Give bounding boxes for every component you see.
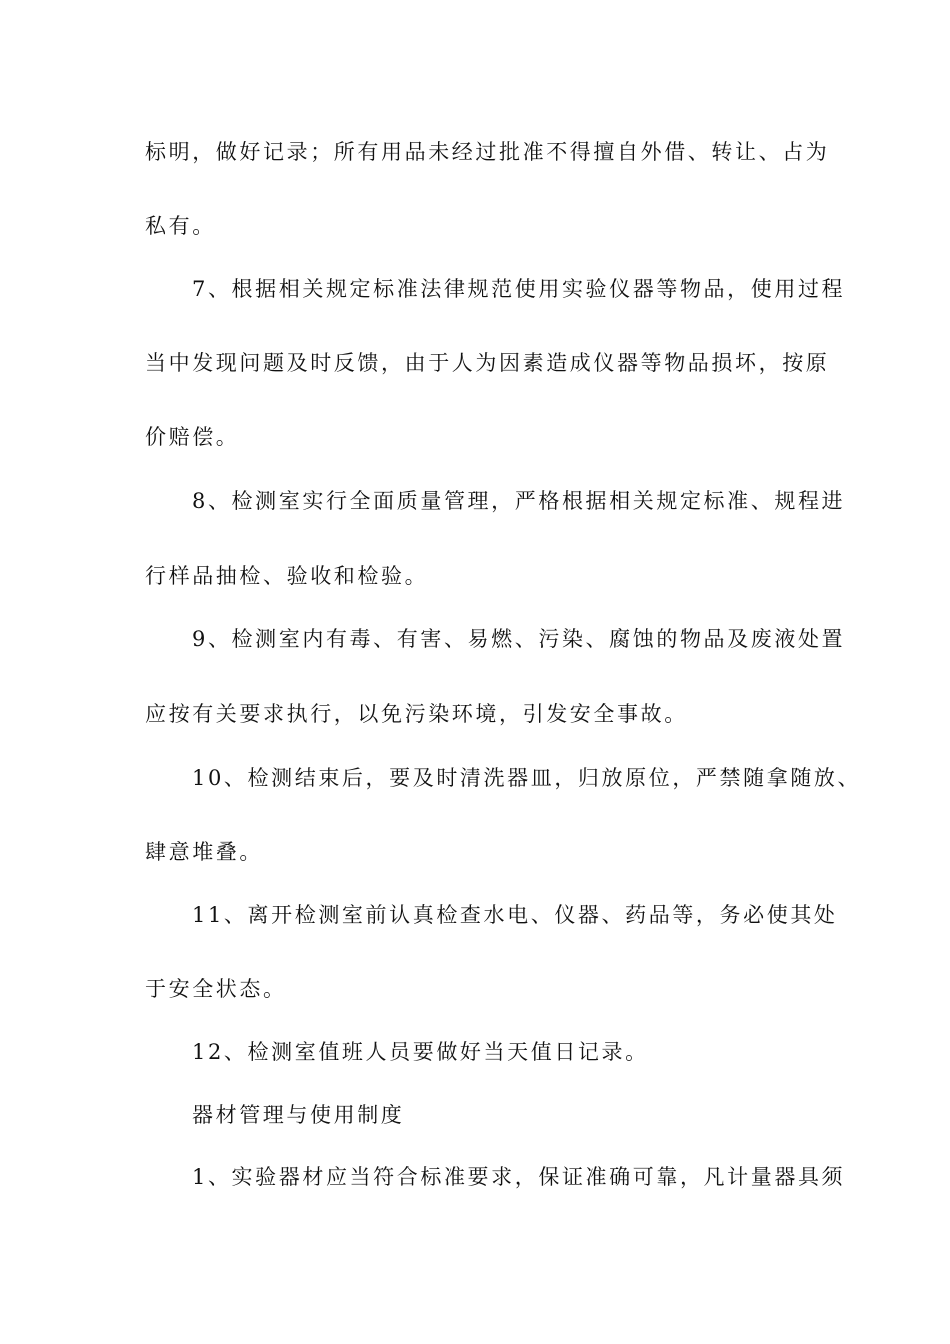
list-item-10: 10、检测结束后，要及时清洗器皿，归放原位，严禁随拿随放、 [192, 766, 862, 790]
text-line: 于安全状态。 [145, 977, 287, 1001]
text-line: 私有。 [145, 214, 216, 238]
section-heading: 器材管理与使用制度 [192, 1103, 405, 1127]
list-item-7: 7、根据相关规定标准法律规范使用实验仪器等物品，使用过程 [192, 277, 846, 301]
list-item-1: 1、实验器材应当符合标准要求，保证准确可靠，凡计量器具须 [192, 1165, 846, 1189]
list-item-11: 11、离开检测室前认真检查水电、仪器、药品等，务必使其处 [192, 903, 838, 927]
text-line: 行样品抽检、验收和检验。 [145, 564, 429, 588]
text-line: 价赔偿。 [145, 425, 240, 449]
text-line: 应按有关要求执行，以免污染环境，引发安全事故。 [145, 702, 688, 726]
list-item-8: 8、检测室实行全面质量管理，严格根据相关规定标准、规程进 [192, 489, 846, 513]
text-line: 当中发现问题及时反馈，由于人为因素造成仪器等物品损坏，按原 [145, 351, 830, 375]
text-line: 肆意堆叠。 [145, 840, 263, 864]
list-item-9: 9、检测室内有毒、有害、易燃、污染、腐蚀的物品及废液处置 [192, 627, 846, 651]
list-item-12: 12、检测室值班人员要做好当天值日记录。 [192, 1040, 649, 1064]
text-line: 标明，做好记录；所有用品未经过批准不得擅自外借、转让、占为 [145, 140, 830, 164]
